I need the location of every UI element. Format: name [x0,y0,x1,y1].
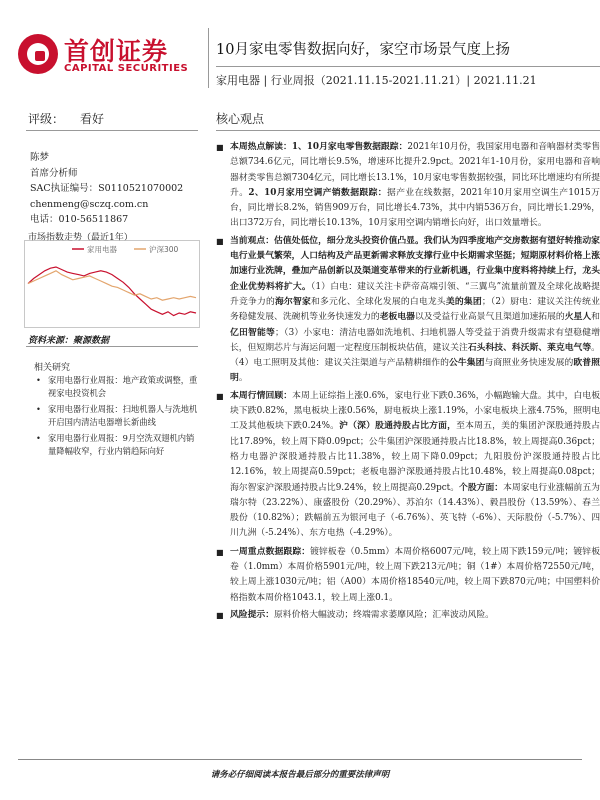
title-underline [216,66,600,67]
left-section-rule [26,130,198,131]
report-subtitle: 家用电器 | 行业周报（2021.11.15-2021.11.21）| 2021.11.21 [216,74,537,87]
chart-source-rule [26,346,198,347]
text-run: 本周上证综指上涨0.6%，家电行业下跌0.36%，小幅跑输大盘。其中，白电板块下跌0.82%，黑电板块上涨0.56%，厨电板块上涨1.19%，小家电板块上涨4.75%，照明电工及其他板块下跌0.24%。 [230,390,600,432]
analyst-email[interactable]: chenmeng@sczq.com.cn [30,198,149,210]
rating-value: 看好 [80,112,105,126]
brand-logo [18,30,198,80]
analyst-name: 陈梦 [30,152,50,163]
text-run: 与商照业务快速发展的 [484,358,574,369]
chart-lines [28,267,196,316]
text-run: 本周热点解读：1、10月家电零售数据跟踪： [230,142,408,152]
text-run: 至本周五，美的集团沪深股通持股占比17.89%，较上周下降0.09pct；公牛集团沪深股通持股占比18.8%，较上周提高0.36pct；格力电器沪深股通持股占比11.38%，较上周下降0.09pct；九阳股份沪深股通持股占比12.16%，较上周提高0.59pct；老板电器沪深股通持股占比10.48%，较上周提高0.08pct；海尔智家沪深股通持股占比9.24%，较上周提高0.29pct。 [230,421,600,493]
brand-mark-icon [18,34,58,74]
text-run: 估值处低位，细分龙头投资价值凸显。我们认为四季度地产交房数据有望好转推动家电行业景气繁荣，人口结构及产品更新需求释放支撑行业中长期需求坚挺；短期原材料价格上涨加速行业洗牌，叠加产品创新以及渠道变革带来的行业新机遇，行业集中度料将持续上行，龙头企业优势料将扩大。 [230,235,600,292]
text-run: 当前观点： [230,235,275,246]
legend-label: 家用电器 [87,245,117,254]
paragraph-current-view [216,234,600,387]
text-run: 石头科技、科沃斯、莱克电气等 [467,342,592,353]
text-run: 一周重点数据跟踪： [230,546,311,557]
text-run: 亿田智能等 [230,327,275,338]
core-views-title: 核心观点 [216,112,265,126]
footer-rule [18,759,582,760]
text-run: 老板电器 [379,312,415,323]
analyst-phone: 电话：010-56511867 [30,214,129,225]
related-research-title: 相关研究 [34,363,71,373]
legend-label: 沪深300 [149,245,179,254]
text-run: 和 [591,312,600,323]
text-run: 美的集团 [445,296,482,307]
paragraph-market-review [216,389,600,542]
text-run: （1）白电：建议关注卡萨帝高端引领、“三翼鸟”流量前置及全球化战略提升竞争力的 [230,281,600,307]
text-run: 海尔智家 [274,296,311,307]
analyst-license: SAC执证编号：S0110521070002 [30,183,184,194]
text-run: 本周行情回顾： [230,390,293,401]
related-research-item[interactable]: • 家用电器行业周报：9月空洗双翅机内销量降幅收窄，行业内销趋际向好 [34,432,202,458]
report-title: 10月家电零售数据向好，家空市场景气度上扬 [216,42,510,58]
legal-disclaimer: 请务必仔细阅读本报告最后部分的重要法律声明 [210,770,390,780]
text-run: 公牛集团 [448,358,485,369]
text-run: 火星人 [564,312,592,323]
text-run: 风险提示： [230,609,274,620]
text-run: 本周家电行业涨幅前五为瑞尔特（23.22%）、康盛股份（20.29%）、苏泊尔（14.43%）、毅昌股份（13.59%）、春兰股份（10.82%）；跌幅前五为银河电子（-6.76%）、英飞特（-6%）、天际股份（-5.7%）、四川九洲（-5.24%）、东方电热（-4.29%）。 [230,482,600,539]
paragraph-weekly-data [216,545,600,606]
text-run: 以及受益行业高景气且渠道加速拓展的 [414,312,565,323]
text-run: 据产业在线数据，2021年10月家用空调生产1015万台，同比增长8.2%，销售909万台，同比增长4.73%，其中内销536万台，同比增长1.29%，出口372万台，同比增长10.13%，10月家用空调内销增长向好，出口效量增长。 [230,187,600,229]
text-run: 和多元化、全球化发展的白电龙头 [310,296,446,307]
chart-title: 市场指数走势（最近1年） [28,233,133,243]
chart-legend [72,244,179,254]
chart-source: 资料来源：聚源数据 [28,336,110,346]
rating-label: 评级： [28,112,65,126]
brand-name-en: CAPITAL SECURITIES [64,63,189,74]
text-run: 个股方面： [459,482,504,493]
brand-name-cn: 首创证券 [64,37,169,66]
related-research-item[interactable]: • 家用电器行业周报：扫地机器人与洗地机开启国内清洁电器增长新曲线 [34,403,202,429]
text-run: 2021年10月份，我国家用电器和音响器材类零售总额734.6亿元，同比增长9.5%，增速环比提升2.9pct。2021年1-10月份，家用电器和音响器材类零售总额7304亿元，同比增长13.1%，10月家电零售数据较强，同比环比增速均有所提升。 [230,142,600,198]
related-research-item[interactable]: • 家用电器行业周报：地产政策或调整，重视家电投资机会 [34,374,202,400]
text-run: 沪（深）股通持股占比方面， [339,421,457,432]
text-run: 。 [238,373,248,384]
analyst-role: 首席分析师 [30,167,78,179]
series-line-0 [28,267,196,316]
header-divider [208,28,209,88]
right-section-rule [216,130,600,131]
text-run: 2、10月家用空调产销数据跟踪： [248,187,387,198]
market-index-chart [24,240,200,328]
text-run: 。（4）电工照明及其他：建议关注渠道与产品精耕细作的 [230,342,600,369]
rating [28,110,104,127]
text-run: ；（3）小家电：清洁电器如洗地机、扫地机器人等受益于消费升级需求有望稳健增长，但短期芯片与海运问题一定程度压制板块估值，建议关注 [230,327,600,353]
text-run: 欧普照明 [230,358,600,384]
analyst-info [30,150,183,228]
paragraph-hot-topics [216,140,600,232]
text-run: ；（2）厨电：建议关注传统业务稳健发展、洗碗机等业务快速发力的 [230,296,600,323]
related-research-list [34,374,202,461]
text-run: 原料价格大幅波动；终端需求萎靡风险；汇率波动风险。 [274,609,494,620]
paragraph-risk-warning [216,608,600,623]
text-run: 镀锌板卷（0.5mm）本周价格6007元/吨，较上周下跌159元/吨；镀锌板卷（1.0mm）本周价格5901元/吨，较上周下跌213元/吨；铜（1#）本周价格72550元/吨，较上周上涨1030元/吨；铝（A00）本周价格18540元/吨，较上周下跌870元/吨；中国塑料价格指数本周价格1043.1，较上周上涨0.1。 [230,546,600,603]
core-views-body [216,140,600,623]
